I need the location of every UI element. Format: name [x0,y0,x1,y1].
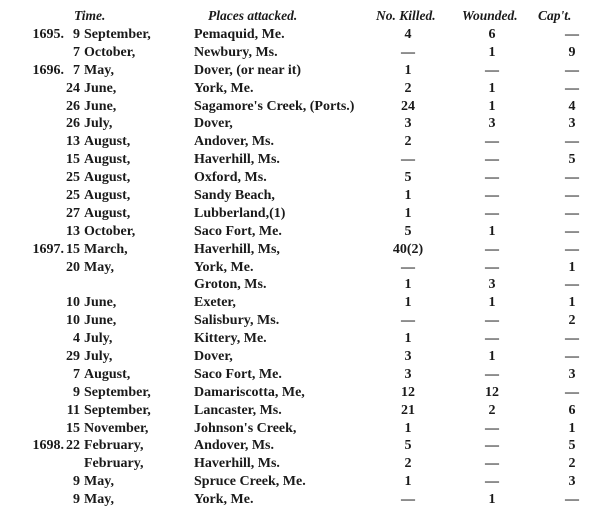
killed-cell: 21 [401,402,415,418]
table-row [0,366,612,384]
header-killed: No. Killed. [376,8,436,23]
place-cell: Salisbury, Ms. [194,313,280,329]
month-cell: May, [84,492,114,508]
captured-cell: — [565,241,579,257]
wounded-cell: 1 [488,349,496,365]
month-cell: February, [84,438,144,454]
day-cell: 15 [66,420,80,436]
place-cell: Haverhill, Ms. [194,456,280,472]
wounded-cell: — [485,259,499,275]
wounded-cell: 2 [488,402,496,418]
captured-cell: 2 [568,313,576,329]
day-cell: 7 [73,44,80,60]
killed-cell: — [401,492,415,508]
table-row [0,26,612,44]
place-cell: Andover, Ms. [194,438,274,454]
captured-cell: 3 [568,474,576,490]
place-cell: Dover, (or near it) [194,62,302,78]
month-cell: October, [84,223,136,239]
place-cell: Spruce Creek, Me. [194,474,306,490]
month-cell: July, [84,116,113,132]
month-cell: September, [84,27,151,42]
place-cell: Pemaquid, Me. [194,27,285,42]
header-time: Time. [74,8,106,23]
year-cell: 1696. [32,62,64,78]
year-cell: 1698. [32,438,64,454]
table-row [0,80,612,98]
place-cell: Lancaster, Ms. [194,402,282,418]
wounded-cell: 3 [488,277,496,293]
day-cell: 9 [73,384,80,400]
wounded-cell: — [485,188,499,204]
killed-cell: 1 [404,331,412,347]
killed-cell: 1 [404,295,412,311]
wounded-cell: 1 [488,44,496,60]
captured-cell: — [565,27,579,42]
wounded-cell: — [485,241,499,257]
month-cell: September, [84,402,151,418]
place-cell: Lubberland,(1) [194,205,286,221]
captured-cell: — [565,188,579,204]
table-row [0,276,612,294]
header-wounded: Wounded. [462,8,518,23]
month-cell: June, [84,98,117,114]
month-cell: August, [84,188,131,204]
month-cell: August, [84,152,131,168]
captured-cell: — [565,384,579,400]
place-cell: Haverhill, Ms. [194,152,280,168]
captured-cell: 9 [568,44,576,60]
month-cell: September, [84,384,151,400]
table-row [0,420,612,438]
killed-cell: 1 [404,474,412,490]
captured-cell: 5 [568,152,576,168]
day-cell: 15 [66,241,80,257]
month-cell: August, [84,134,131,150]
killed-cell: — [401,152,415,168]
day-cell: 20 [66,259,80,275]
wounded-cell: — [485,205,499,221]
killed-cell: 40(2) [392,241,424,257]
captured-cell: 4 [568,98,576,114]
captured-cell: — [565,170,579,186]
day-cell: 29 [66,349,80,365]
killed-cell: 4 [404,27,412,42]
place-cell: York, Me. [194,80,254,96]
captured-cell: 1 [568,295,576,311]
wounded-cell: — [485,134,499,150]
wounded-cell: — [485,313,499,329]
killed-cell: 5 [404,438,412,454]
day-cell: 27 [66,205,80,221]
killed-cell: 3 [404,116,412,132]
table-row [0,98,612,116]
table-row [0,348,612,366]
captured-cell: — [565,80,579,96]
month-cell: June, [84,80,117,96]
captured-cell: — [565,62,579,78]
month-cell: June, [84,313,117,329]
table-row [0,133,612,151]
captured-cell: 1 [568,259,576,275]
place-cell: Haverhill, Ms, [194,241,280,257]
month-cell: February, [84,456,144,472]
table-row [0,259,612,277]
day-cell: 26 [66,116,80,132]
day-cell: 9 [73,474,80,490]
wounded-cell: — [485,331,499,347]
table-row [0,330,612,348]
place-cell: Oxford, Ms. [194,170,267,186]
table-row [0,169,612,187]
day-cell: 7 [73,366,80,382]
month-cell: June, [84,295,117,311]
day-cell: 22 [66,438,80,454]
month-cell: October, [84,44,136,60]
place-cell: York, Me. [194,259,254,275]
wounded-cell: — [485,438,499,454]
table-row [0,384,612,402]
day-cell: 9 [73,27,80,42]
table-row [0,402,612,420]
wounded-cell: — [485,62,499,78]
attack-table [0,26,612,509]
captured-cell: — [565,349,579,365]
place-cell: Groton, Ms. [194,277,267,293]
month-cell: August, [84,205,131,221]
captured-cell: — [565,492,579,508]
header-places: Places attacked. [208,8,298,23]
month-cell: May, [84,62,114,78]
month-cell: July, [84,331,113,347]
table-row [0,473,612,491]
killed-cell: 1 [404,277,412,293]
killed-cell: 3 [404,349,412,365]
year-cell: 1695. [32,27,64,42]
day-cell: 26 [66,98,80,114]
killed-cell: 1 [404,420,412,436]
killed-cell: 1 [404,188,412,204]
year-cell: 1697. [32,241,64,257]
wounded-cell: 3 [488,116,496,132]
wounded-cell: 1 [488,295,496,311]
wounded-cell: — [485,474,499,490]
place-cell: Saco Fort, Me. [194,366,282,382]
table-row [0,151,612,169]
captured-cell: 3 [568,366,576,382]
table-row [0,223,612,241]
place-cell: Kittery, Me. [194,331,267,347]
captured-cell: — [565,134,579,150]
day-cell: 25 [66,170,80,186]
killed-cell: — [401,44,415,60]
killed-cell: 1 [404,205,412,221]
wounded-cell: 1 [488,80,496,96]
month-cell: May, [84,474,114,490]
table-row [0,491,612,509]
captured-cell: 2 [568,456,576,472]
place-cell: Sagamore's Creek, (Ports.) [194,98,355,114]
table-row [0,62,612,80]
table-row [0,205,612,223]
month-cell: July, [84,349,113,365]
table-row [0,241,612,259]
place-cell: Dover, [194,116,233,132]
day-cell: 11 [66,402,80,418]
month-cell: August, [84,366,131,382]
wounded-cell: 1 [488,492,496,508]
killed-cell: 2 [404,134,412,150]
place-cell: Exeter, [194,295,236,311]
wounded-cell: 6 [488,27,496,42]
killed-cell: 24 [401,98,415,114]
table-row [0,115,612,133]
day-cell: 4 [73,331,80,347]
killed-cell: 5 [404,170,412,186]
day-cell: 25 [66,188,80,204]
table-row [0,437,612,455]
killed-cell: 1 [404,62,412,78]
wounded-cell: — [485,170,499,186]
captured-cell: — [565,277,579,293]
captured-cell: 6 [568,402,576,418]
table-row [0,312,612,330]
day-cell: 10 [66,295,80,311]
captured-cell: — [565,205,579,221]
killed-cell: — [401,313,415,329]
table-row [0,455,612,473]
table-row [0,187,612,205]
day-cell: 24 [66,80,80,96]
wounded-cell: 1 [488,98,496,114]
month-cell: May, [84,259,114,275]
day-cell: 13 [66,134,80,150]
place-cell: Andover, Ms. [194,134,274,150]
captured-cell: — [565,331,579,347]
month-cell: March, [84,241,128,257]
captured-cell: — [565,223,579,239]
header-captured: Cap't. [538,8,572,23]
place-cell: Dover, [194,349,233,365]
day-cell: 10 [66,313,80,329]
day-cell: 13 [66,223,80,239]
place-cell: Sandy Beach, [194,188,275,204]
killed-cell: 12 [401,384,415,400]
place-cell: Johnson's Creek, [194,420,297,436]
place-cell: Damariscotta, Me, [194,384,305,400]
wounded-cell: — [485,152,499,168]
place-cell: Newbury, Ms. [194,44,278,60]
wounded-cell: — [485,420,499,436]
killed-cell: 5 [404,223,412,239]
day-cell: 7 [73,62,80,78]
wounded-cell: — [485,366,499,382]
day-cell: 9 [73,492,80,508]
killed-cell: 3 [404,366,412,382]
captured-cell: 5 [568,438,576,454]
table-row [0,294,612,312]
month-cell: November, [84,420,149,436]
captured-cell: 1 [568,420,576,436]
day-cell: 15 [66,152,80,168]
place-cell: York, Me. [194,492,254,508]
place-cell: Saco Fort, Me. [194,223,282,239]
wounded-cell: — [485,456,499,472]
month-cell: August, [84,170,131,186]
killed-cell: 2 [404,456,412,472]
wounded-cell: 1 [488,223,496,239]
killed-cell: — [401,259,415,275]
wounded-cell: 12 [485,384,499,400]
killed-cell: 2 [404,80,412,96]
captured-cell: 3 [568,116,576,132]
table-row [0,44,612,62]
